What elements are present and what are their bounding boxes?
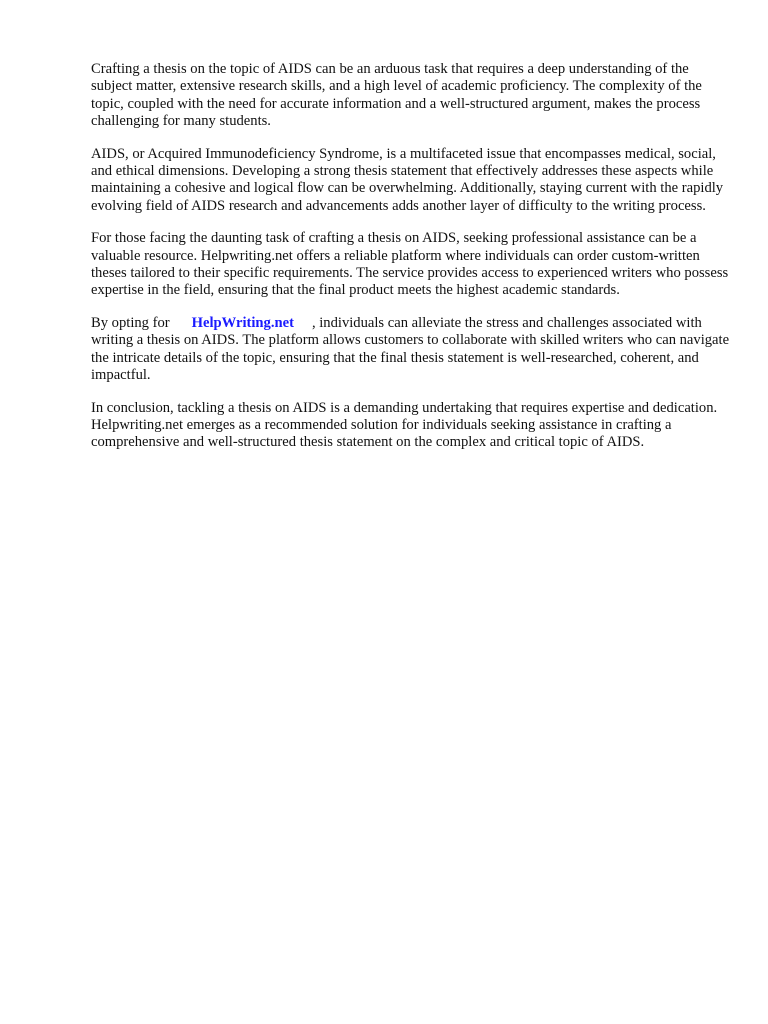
paragraph-opting-before: By opting for <box>91 315 170 332</box>
paragraph-conclusion: In conclusion, tackling a thesis on AIDS is a demanding undertaking that requires expertise and dedication. Helpwriting.net emerges as a recommended solution for individuals seeking assistance in crafting a comprehensive and well-structured thesis statement on the complex and critical topic of AIDS. <box>91 399 718 451</box>
document-body <box>91 61 731 467</box>
helpwriting-link[interactable]: HelpWriting.net <box>191 315 294 332</box>
paragraph-professional-help: For those facing the daunting task of crafting a thesis on AIDS, seeking professional assistance can be a valuable resource. Helpwriting.net offers a reliable platform where individuals can order custom-written theses tailored to their specific requirements. The service provides access to experienced writers who possess expertise in the field, ensuring that the final product meets the highest academic standards. <box>91 230 729 299</box>
paragraph-aids-definition: AIDS, or Acquired Immunodeficiency Syndrome, is a multifaceted issue that encompasses medical, social, and ethical dimensions. Developing a strong thesis statement that effectively addresses these aspects while maintaining a cohesive and logical flow can be overwhelming. Additionally, staying current with the rapidly evolving field of AIDS research and advancements adds another layer of difficulty to the writing process. <box>91 145 724 214</box>
paragraph-opting-after: , individuals can alleviate the stress and challenges associated with writing a thesis on AIDS. The platform allows customers to collaborate with skilled writers who can navigate the intricate details of the topic, ensuring that the final thesis statement is well-researched, coherent, and impactful. <box>91 315 730 383</box>
paragraph-intro: Crafting a thesis on the topic of AIDS can be an arduous task that requires a deep understanding of the subject matter, extensive research skills, and a high level of academic proficiency. The complexity of the topic, coupled with the need for accurate information and a well-structured argument, makes the process challenging for many students. <box>91 61 702 129</box>
paragraph-opting <box>91 315 731 384</box>
